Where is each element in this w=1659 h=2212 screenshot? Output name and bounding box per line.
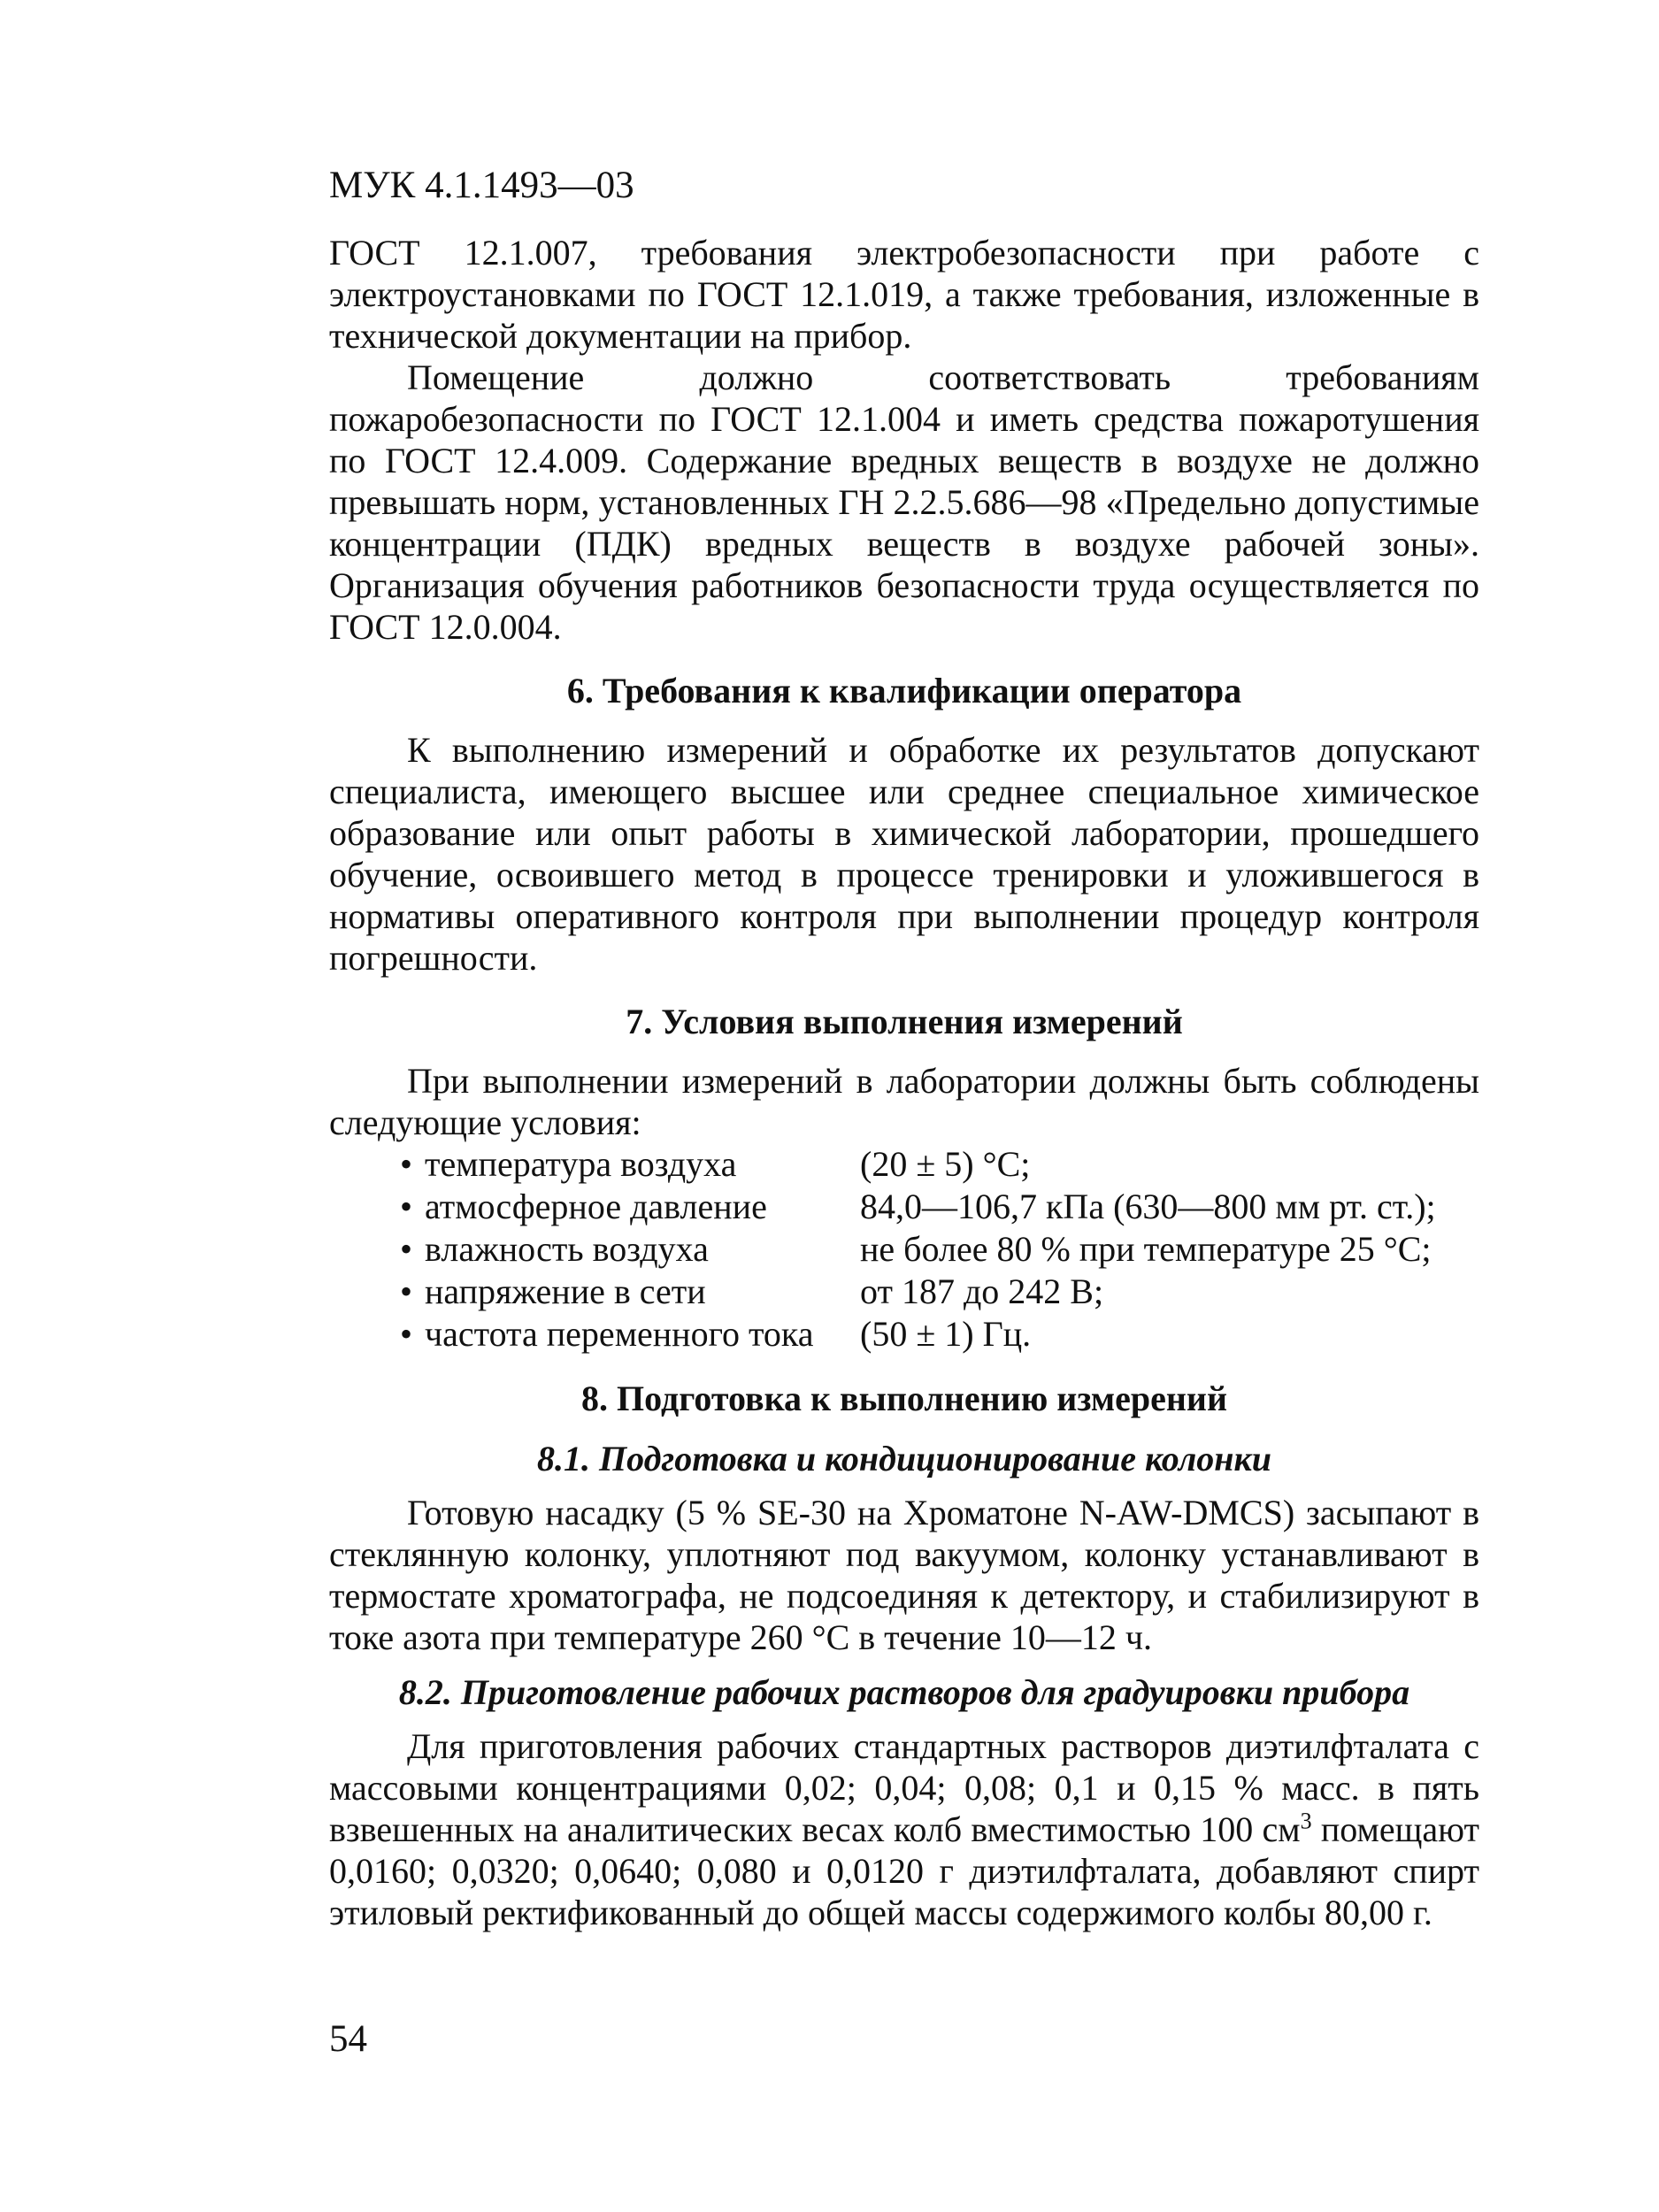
condition-item (400, 1143, 1479, 1186)
condition-name: • температура воздуха (400, 1144, 737, 1184)
condition-value: (50 ± 1) Гц. (860, 1314, 1032, 1354)
condition-value: не более 80 % при температуре 25 °С; (860, 1229, 1432, 1269)
bullet-icon: • (400, 1271, 413, 1311)
section-7-heading: 7. Условия выполнения измерений (626, 1002, 1183, 1041)
subsection-8-1-heading: 8.1. Подготовка и кондиционирование колонки (537, 1439, 1271, 1479)
running-header: МУК 4.1.1493—03 (329, 165, 634, 206)
superscript: 3 (1300, 1808, 1312, 1834)
condition-name: • напряжение в сети (400, 1271, 706, 1311)
condition-name: • частота переменного тока (400, 1314, 814, 1354)
condition-value: (20 ± 5) °С; (860, 1144, 1031, 1184)
condition-item (400, 1228, 1479, 1271)
page-number: 54 (329, 2018, 367, 2060)
section-6-heading: 6. Требования к квалификации оператора (566, 671, 1242, 710)
subsection-8-2-heading: 8.2. Приготовление рабочих растворов для градуировки прибора (398, 1672, 1410, 1712)
conditions-list (400, 1143, 1479, 1356)
subsection-8-1-text: Готовую насадку (5 % SE-30 на Хроматоне N-AW-DMCS) засыпают в стеклянную колонку, уплотняют под вакуумом, колонку устанавливают в термостате хроматографа, не подсоединяя к детектору, и стабилизируют в токе азота при температуре 260 °С в течение 10—12 ч. (329, 1493, 1479, 1657)
condition-name: • атмосферное давление (400, 1187, 767, 1226)
bullet-icon: • (400, 1144, 413, 1184)
condition-value: от 187 до 242 В; (860, 1271, 1104, 1311)
condition-item (400, 1271, 1479, 1313)
condition-item (400, 1313, 1479, 1356)
section-6-text: К выполнению измерений и обработке их результатов допускают специалиста, имеющего высшее или среднее специальное химическое образование или опыт работы в химической лаборатории, прошедшего обучение, освоившего метод в процессе тренировки и уложившегося в нормативы оперативного контроля при выполнении процедур контроля погрешности. (329, 730, 1479, 978)
bullet-icon: • (400, 1314, 413, 1354)
condition-value: 84,0—106,7 кПа (630—800 мм рт. ст.); (860, 1187, 1436, 1226)
paragraph-premises: Помещение должно соответствовать требованиям пожаробезопасности по ГОСТ 12.1.004 и иметь средства пожаротушения по ГОСТ 12.4.009. Содержание вредных веществ в воздухе не должно превышать норм, установленных ГН 2.2.5.686—98 «Предельно допустимые концентрации (ПДК) вредных веществ в воздухе рабочей зоны». Организация обучения работников безопасности труда осуществляется по ГОСТ 12.0.004. (329, 357, 1479, 647)
condition-name: • влажность воздуха (400, 1229, 709, 1269)
subsection-8-2-text: Для приготовления рабочих стандартных растворов диэтилфталата с массовыми концентрациями 0,02; 0,04; 0,08; 0,1 и 0,15 % масс. в пять взвешенных на аналитических весах колб вместимостью 100 $см^3$ помещают 0,0160; 0,0320; 0,0640; 0,080 и 0,0120 г диэтилфталата, добавляют спирт этиловый ректификованный до общей массы содержимого колбы 80,00 г. (329, 1726, 1479, 1932)
document-page (329, 159, 1479, 1933)
condition-item (400, 1186, 1479, 1228)
bullet-icon: • (400, 1229, 413, 1269)
section-7-intro: При выполнении измерений в лаборатории должны быть соблюдены следующие условия: (329, 1061, 1479, 1142)
section-8-heading: 8. Подготовка к выполнению измерений (581, 1379, 1227, 1418)
bullet-icon: • (400, 1187, 413, 1226)
paragraph-safety-continued: ГОСТ 12.1.007, требования электробезопасности при работе с электроустановками по ГОСТ 12.1.019, а также требования, изложенные в технической документации на прибор. (329, 233, 1479, 356)
